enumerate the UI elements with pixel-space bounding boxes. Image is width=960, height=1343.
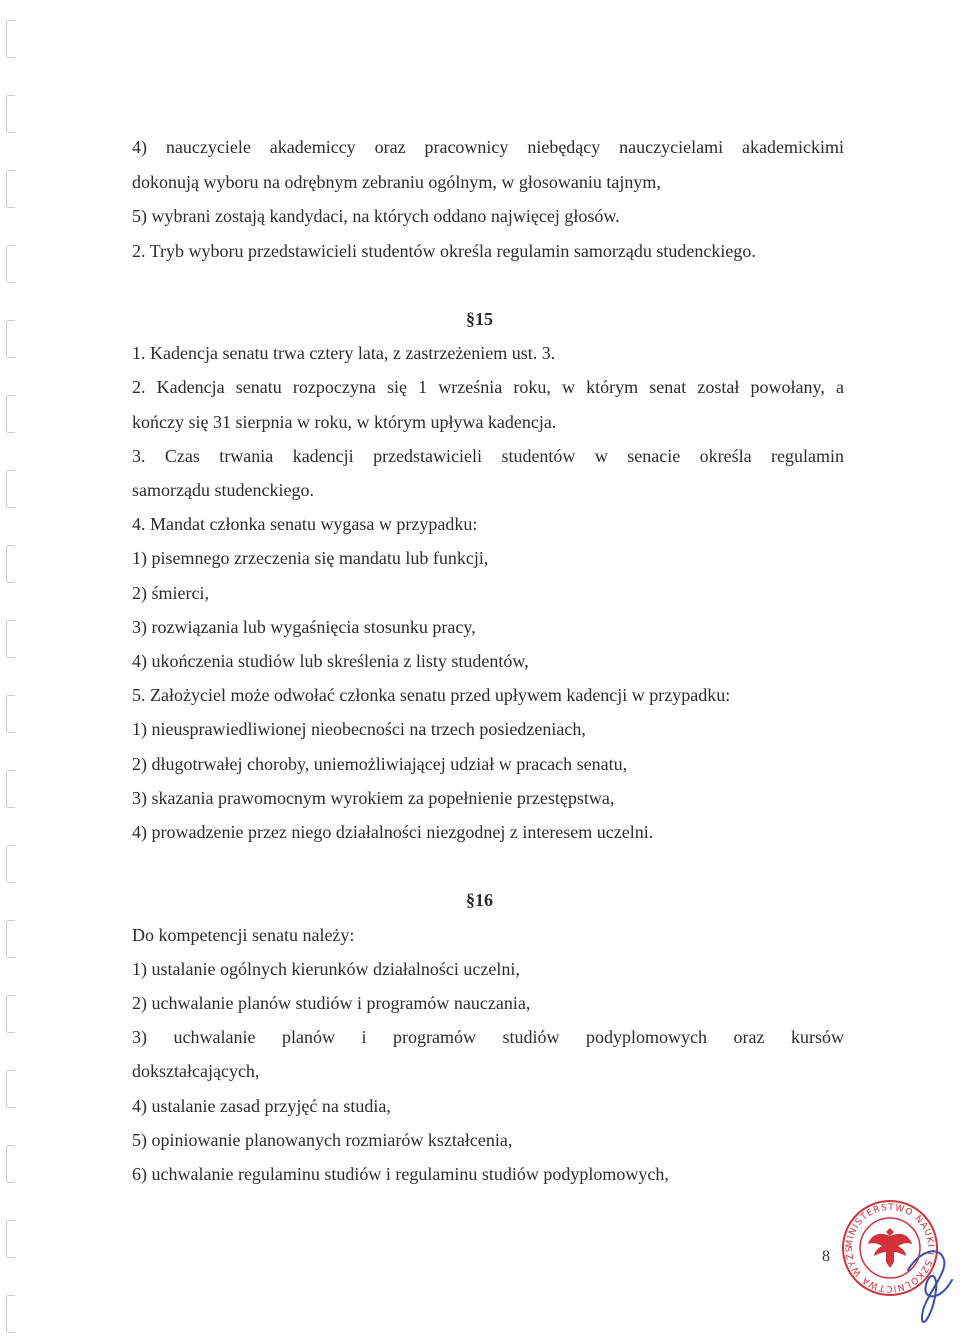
text-line: 2. Tryb wyboru przedstawicieli studentów określa regulamin samorządu studenckiego. xyxy=(132,241,756,261)
text-line: 1) nieusprawiedliwionej nieobecności na trzech posiedzeniach, xyxy=(132,719,586,739)
seal-text: MINISTERSTWO NAUKI I SZKOLNICTWA WYŻS xyxy=(844,1202,936,1294)
text-line: 5) opiniowanie planowanych rozmiarów kształcenia, xyxy=(132,1130,513,1150)
text-line: 2) uchwalanie planów studiów i programów nauczania, xyxy=(132,993,531,1013)
text-line: 1) ustalanie ogólnych kierunków działalności uczelni, xyxy=(132,959,520,979)
margin-mark xyxy=(6,1145,15,1183)
margin-mark xyxy=(6,770,15,808)
margin-mark xyxy=(6,920,15,958)
binder-hole-marks xyxy=(6,0,22,1343)
text-line: 3) rozwiązania lub wygaśnięcia stosunku pracy, xyxy=(132,617,476,637)
margin-mark xyxy=(6,1295,15,1333)
margin-mark xyxy=(6,170,15,208)
margin-mark xyxy=(6,395,15,433)
text-line: 3) uchwalanie planów i programów studiów podyplomowych oraz kursów xyxy=(132,1027,844,1047)
margin-mark xyxy=(6,1070,15,1108)
text-line: 5. Założyciel może odwołać członka senatu przed upływem kadencji w przypadku: xyxy=(132,685,731,705)
text-line: Do kompetencji senatu należy: xyxy=(132,925,355,945)
margin-mark xyxy=(6,320,15,358)
text-line: dokonują wyboru na odrębnym zebraniu ogólnym, w głosowaniu tajnym, xyxy=(132,172,661,192)
section-heading-16: §16 xyxy=(466,890,493,910)
margin-mark xyxy=(6,845,15,883)
text-line: 2) długotrwałej choroby, uniemożliwiającej udział w pracach senatu, xyxy=(132,754,628,774)
text-line: 5) wybrani zostają kandydaci, na których oddano najwięcej głosów. xyxy=(132,206,620,226)
text-line: 2) śmierci, xyxy=(132,583,209,603)
section-heading-15: §15 xyxy=(466,309,493,329)
margin-mark xyxy=(6,245,15,283)
text-line: 4) prowadzenie przez niego działalności niezgodnej z interesem uczelni. xyxy=(132,822,654,842)
text-line: 1. Kadencja senatu trwa cztery lata, z zastrzeżeniem ust. 3. xyxy=(132,343,556,363)
signature-icon xyxy=(900,1240,960,1330)
text-line: 4. Mandat członka senatu wygasa w przypadku: xyxy=(132,514,478,534)
margin-mark xyxy=(6,620,15,658)
margin-mark xyxy=(6,545,15,583)
margin-mark xyxy=(6,95,15,133)
margin-mark xyxy=(6,470,15,508)
text-line: kończy się 31 sierpnia w roku, w którym upływa kadencja. xyxy=(132,412,557,432)
margin-mark xyxy=(6,995,15,1033)
text-line: 2. Kadencja senatu rozpoczyna się 1 września roku, w którym senat został powołany, a xyxy=(132,377,844,397)
text-line: 6) uchwalanie regulaminu studiów i regulaminu studiów podyplomowych, xyxy=(132,1164,669,1184)
text-line: 1) pisemnego zrzeczenia się mandatu lub funkcji, xyxy=(132,548,489,568)
margin-mark xyxy=(6,20,15,58)
page-number: 8 xyxy=(822,1248,830,1265)
text-line: 4) nauczyciele akademiccy oraz pracownicy niebędący nauczycielami akademickimi xyxy=(132,137,844,157)
text-line: 3) skazania prawomocnym wyrokiem za popełnienie przestępstwa, xyxy=(132,788,615,808)
handwritten-signature xyxy=(900,1240,960,1330)
margin-mark xyxy=(6,695,15,733)
margin-mark xyxy=(6,1220,15,1258)
text-line: samorządu studenckiego. xyxy=(132,480,314,500)
text-line: 3. Czas trwania kadencji przedstawicieli studentów w senacie określa regulamin xyxy=(132,446,844,466)
text-line: 4) ustalanie zasad przyjęć na studia, xyxy=(132,1096,391,1116)
text-line: dokształcających, xyxy=(132,1061,260,1081)
text-line: 4) ukończenia studiów lub skreślenia z listy studentów, xyxy=(132,651,529,671)
